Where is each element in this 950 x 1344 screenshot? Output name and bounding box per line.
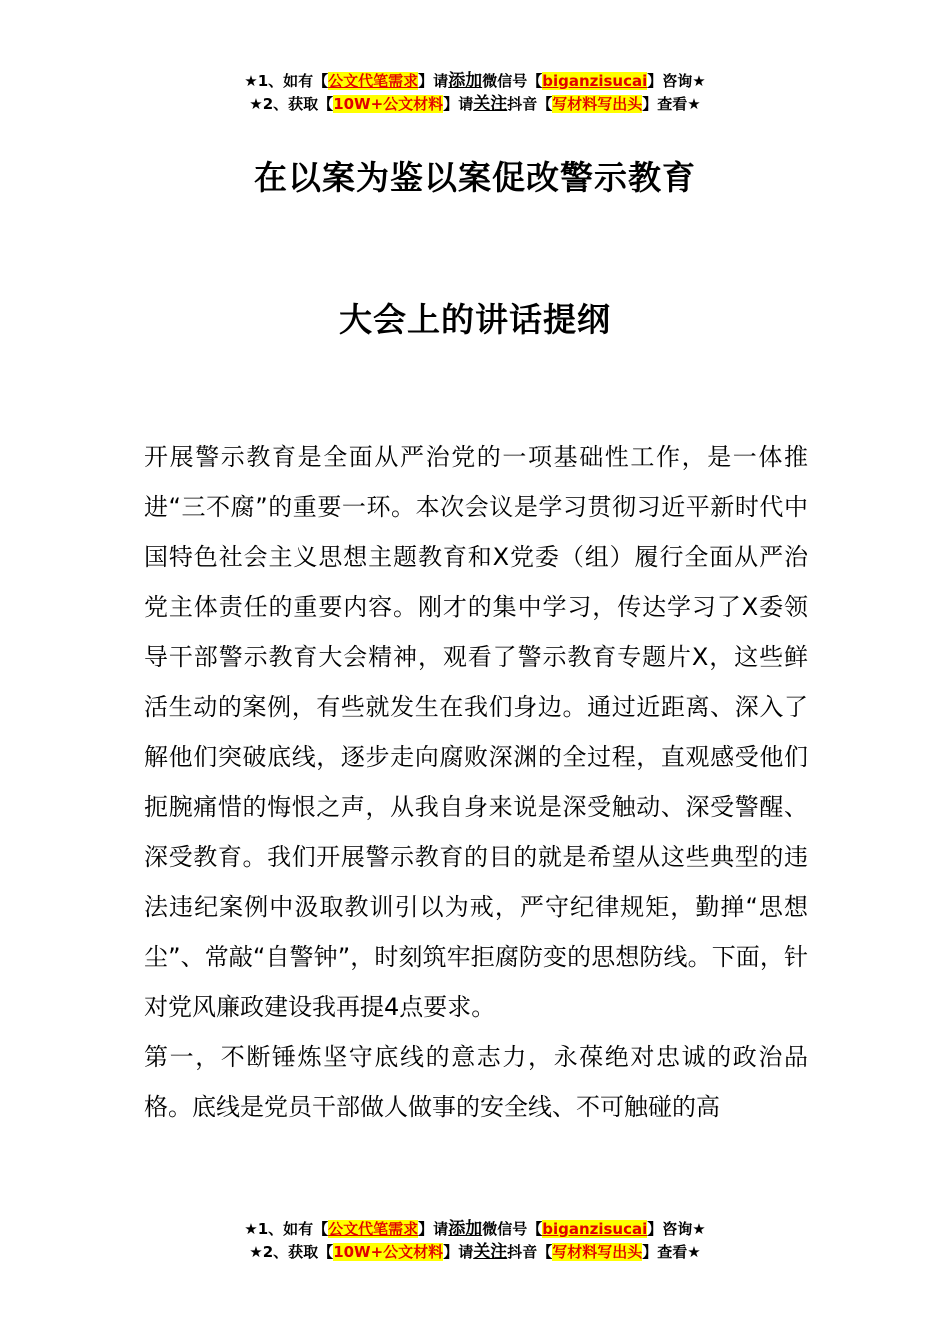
document-title-line-2: 大会上的讲话提纲 [339,300,611,339]
promo-line-2: ★2、获取【10W+公文材料】请关注抖音【写材料写出头】查看★ [249,1242,701,1262]
highlight-service: 公文代笔需求 [328,72,419,90]
highlight-douyin-account: 写材料写出头 [552,1243,643,1261]
footer-promo-banner [0,1218,950,1264]
highlight-wechat-id: biganzisucai [542,72,648,90]
highlight-materials: 10W+公文材料 [333,1243,444,1261]
document-title-line-1: 在以案为鉴以案促改警示教育 [254,158,696,197]
highlight-service: 公文代笔需求 [328,1220,419,1238]
body-paragraph: 开展警示教育是全面从严治党的一项基础性工作，是一体推进“三不腐”的重要一环。本次会议是学习贯彻习近平新时代中国特色社会主义思想主题教育和X党委（组）履行全面从严治党主体责任的重要内容。刚才的集中学习，传达学习了X委领导干部警示教育大会精神，观看了警示教育专题片X，这些鲜活生动的案例，有些就发生在我们身边。通过近距离、深入了解他们突破底线，逐步走向腐败深渊的全过程，直观感受他们扼腕痛惜的悔恨之声，从我自身来说是深受触动、深受警醒、深受教育。我们开展警示教育的目的就是希望从这些典型的违法违纪案例中汲取教训引以为戒，严守纪律规矩，勤掸“思想尘”、常敲“自警钟”，时刻筑牢拒腐防变的思想防线。下面，针对党风廉政建设我再提4点要求。 [144,443,808,1021]
header-promo-banner [0,70,950,116]
body-paragraph: 第一，不断锤炼坚守底线的意志力，永葆绝对忠诚的政治品格。底线是党员干部做人做事的安全线、不可触碰的高 [144,1043,808,1121]
highlight-wechat-id: biganzisucai [542,1220,648,1238]
document-body [144,432,808,1132]
promo-line-1: ★1、如有【公文代笔需求】请添加微信号【biganzisucai】咨询★ [244,1219,706,1239]
highlight-materials: 10W+公文材料 [333,95,444,113]
promo-line-1: ★1、如有【公文代笔需求】请添加微信号【biganzisucai】咨询★ [244,71,706,91]
promo-line-2: ★2、获取【10W+公文材料】请关注抖音【写材料写出头】查看★ [249,94,701,114]
highlight-douyin-account: 写材料写出头 [552,95,643,113]
